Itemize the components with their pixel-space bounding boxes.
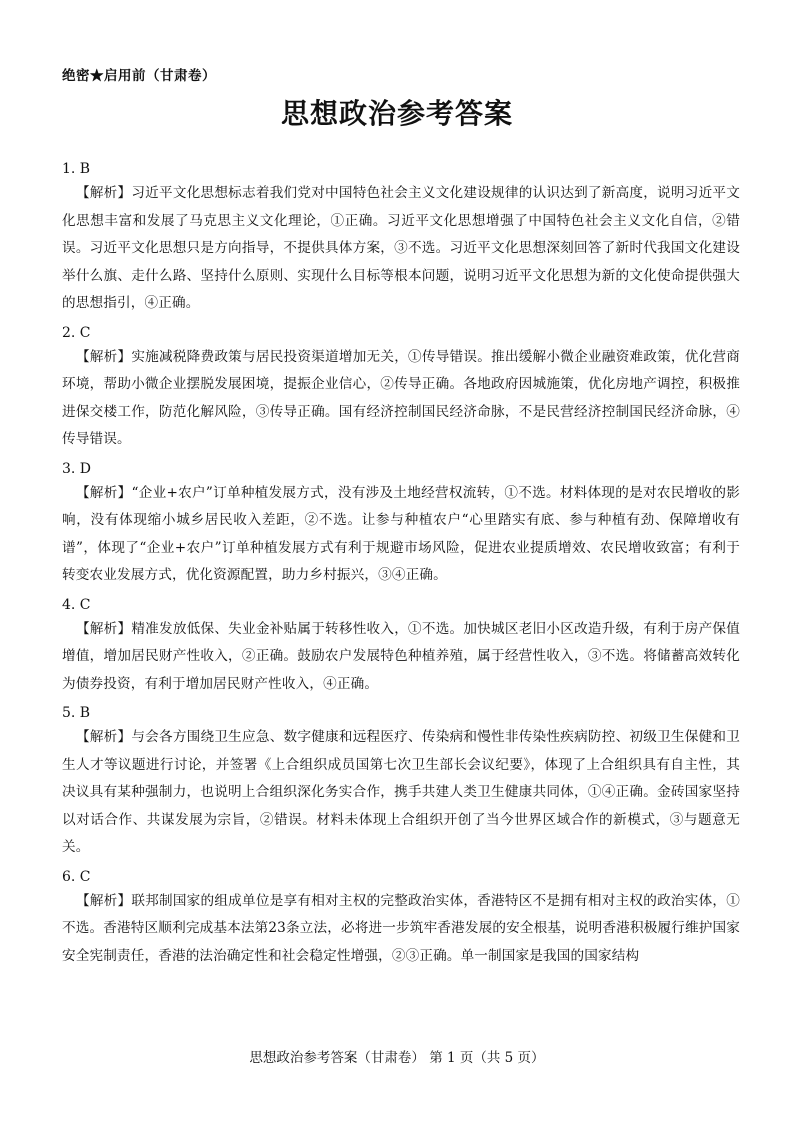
question-analysis: 【解析】习近平文化思想标志着我们党对中国特色社会主义文化建设规律的认识达到了新高度，说明习近平文化思想丰富和发展了马克思主义文化理论，①正确。习近平文化思想增强了中国特色社会主义文化自信，②错误。习近平文化思想只是方向指导，不提供具体方案，③不选。习近平文化思想深刻回答了新时代我国文化建设举什么旗、走什么路、坚持什么原则、实现什么目标等根本问题，说明习近平文化思想为新的文化使命提供强大的思想指引，④正确。 [62, 185, 740, 311]
question-analysis: 【解析】“企业+农户”订单种植发展方式，没有涉及土地经营权流转，①不选。材料体现的是对农民增收的影响，没有体现缩小城乡居民收入差距，②不选。让参与种植农户“心里踏实有底、参与种植有劲、保障增收有谱”，体现了“企业+农户”订单种植发展方式有利于规避市场风险，促进农业提质增效、农民增收致富；有利于转变农业发展方式，优化资源配置，助力乡村振兴，③④正确。 [62, 484, 740, 583]
question-item [62, 594, 740, 699]
confidential-note: 绝密★启用前（甘肃卷） [62, 68, 216, 84]
question-number: 1. B [62, 161, 91, 177]
answer-list [62, 158, 740, 974]
question-analysis: 【解析】实施减税降费政策与居民投资渠道增加无关，①传导错误。推出缓解小微企业融资难政策，优化营商环境，帮助小微企业摆脱发展困境，提振企业信心，②传导正确。各地政府因城施策，优化房地产调控，积极推进保交楼工作，防范化解风险，③传导正确。国有经济控制国民经济命脉，不是民营经济控制国民经济命脉，④传导错误。 [62, 348, 740, 447]
question-number: 3. D [62, 460, 92, 477]
question-analysis: 【解析】精准发放低保、失业金补贴属于转移性收入，①不选。加快城区老旧小区改造升级，有利于房产保值增值，增加居民财产性收入，②正确。鼓励农户发展特色种植养殖，属于经营性收入，③不选。将储蓄高效转化为债券投资，有利于增加居民财产性收入，④正确。 [62, 620, 740, 692]
question-number: 2. C [62, 324, 91, 341]
page-title: 思想政治参考答案 [280, 97, 513, 130]
question-analysis: 【解析】联邦制国家的组成单位是享有相对主权的完整政治实体，香港特区不是拥有相对主权的政治实体，①不选。香港特区顺利完成基本法第23条立法，必将进一步筑牢香港发展的安全根基，说明香港积极履行维护国家安全宪制责任，香港的法治确定性和社会稳定性增强，②③正确。单一制国家是我国的国家结构 [62, 892, 740, 964]
question-number: 6. C [62, 868, 91, 885]
question-analysis: 【解析】与会各方围绕卫生应急、数字健康和远程医疗、传染病和慢性非传染性疾病防控、初级卫生保健和卫生人才等议题进行讨论，并签署《上合组织成员国第七次卫生部长会议纪要》，体现了上合组织具有自主性，其决议具有某种强制力，也说明上合组织深化务实合作，携手共建人类卫生健康共同体，①④正确。金砖国家坚持以对话合作、共谋发展为宗旨，②错误。材料未体现上合组织开创了当今世界区域合作的新模式，③与题意无关。 [62, 729, 740, 855]
question-number: 5. B [62, 705, 91, 721]
question-number: 4. C [62, 596, 91, 613]
page-footer: 思想政治参考答案（甘肃卷） 第 1 页（共 5 页） [249, 1050, 545, 1066]
question-item [62, 702, 740, 862]
question-item [62, 158, 740, 318]
question-item [62, 458, 740, 590]
question-item [62, 866, 740, 971]
question-item [62, 322, 740, 454]
